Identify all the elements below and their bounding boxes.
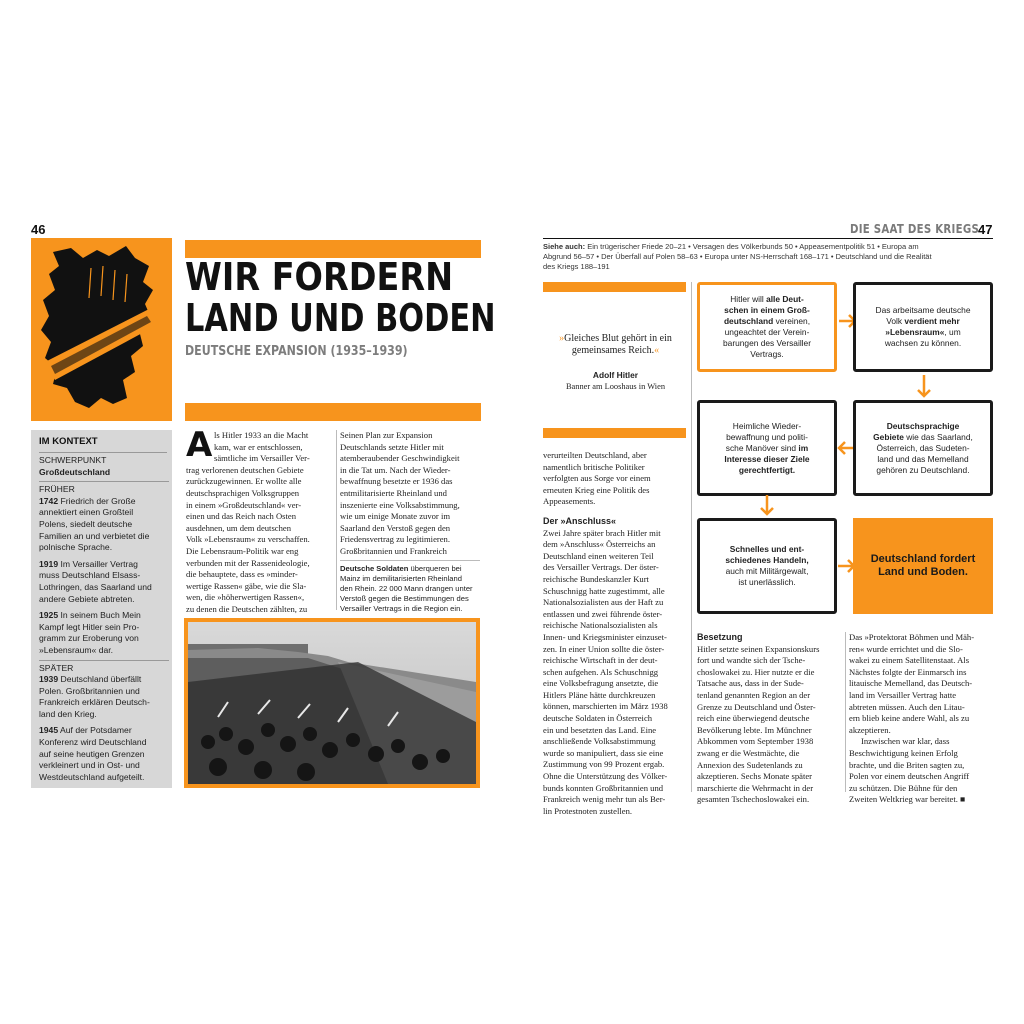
quote-source: Banner am Looshaus in Wien xyxy=(565,382,666,391)
context-entry: 1945 Auf der Potsdamer Konferenz wird Deutschland auf seine heutigen Grenzen verkleinert und in Ost- und Westdeutschland aufgeteilt. xyxy=(39,725,147,782)
photo-soldiers-bridge xyxy=(184,618,480,788)
context-entry: 1919 Im Versailler Vertrag muss Deutschland Elsass- Lothringen, das Saarland und andere Gebiete abtreten. xyxy=(39,558,152,604)
body-column-2: Seinen Plan zur Expansion Deutschlands setzte Hitler mit atemberaubender Geschwindigkeit in die Tat um. Nach der Wieder- bewaffnung besetzte er 1936 das entmilitarisierte Rheinland und inszenierte eine Volksabstimmung, wie um einige Monate zuvor im Saarland den Verstoß gegen den Friedensvertrag zu legitimieren. Großbritannien und Frankreich xyxy=(340,430,460,556)
column-rule-right xyxy=(691,282,692,792)
drop-cap: A xyxy=(186,425,213,465)
caption-rule xyxy=(340,560,480,561)
see-also-rule xyxy=(543,238,993,239)
context-entry: 1742 Friedrich der Große annektiert einen Großteil Polens, siedelt deutsche Familien an und verbietet die polnische Sprache. xyxy=(39,495,150,553)
body-column-1: ls Hitler 1933 an die Macht kam, war er entschlossen, sämtliche im Versailler Ver- trag verlorenen deutschen Gebiete zurückzugewinnen. Er wollte alle deutschsprachigen Volksgruppen in einem »Großdeutschland« ver- einen und das Reich nach Osten ausdehnen, um dem deutschen Volk »Lebensraum« zu verschaffen. Die Lebensraum-Politik war eng verbunden mit der Rassenideologie, die behauptete, dass es »minder- wertige Rassen« gäbe, wie die Sla- wen, die »höherwertigen Rassen«, zu denen die Deutschen zählten, zu xyxy=(186,430,310,614)
arrow-down-icon xyxy=(915,374,933,400)
body-column-6: Das »Protektorat Böhmen und Mäh- ren« wurde errichtet und die Slo- wakei zu einem Satellitenstaat. Als Nächstes folgte der Einmarsch ins litauische Memelland, das Deutsch- land im Versailler Vertrag hatte abtreten müssen. Auch den Litau- ern blieb keine andere Wahl, als zu akzeptieren. Inzwischen war klar, dass Beschwichtigung keinen Erfolg brachte, und die Briten sagten zu, Polen vor einem deutschen Angriff zu schützen. Die Bühne für den Zweiten Weltkrieg war bereitet. ■ xyxy=(849,632,975,805)
opener-image xyxy=(31,238,172,421)
context-title: IM KONTEXT xyxy=(39,436,98,447)
quote-bar-bottom xyxy=(543,428,686,438)
quote-author: Adolf Hitler xyxy=(592,370,639,380)
flow-box-6: Deutschland fordert Land und Boden. xyxy=(853,518,993,614)
quote-bar-top xyxy=(543,282,686,292)
quote-open-icon: » xyxy=(559,333,565,344)
flow-box-1: Hitler will alle Deut- schen in einem Groß- deutschland vereinen, ungeachtet der Verein- barungen des Versailler Vertrags. xyxy=(697,282,837,372)
see-also: Siehe auch: Ein trügerischer Friede 20–21 • Versagen des Völkerbunds 50 • Appeasementpolitik 51 • Europa am Abgrund 56–57 • Der Überfall auf Polen 58–63 • Europa unter NS-Herrschaft 168–171 • Deutschland und die Realität des Kriegs 188–191 xyxy=(543,242,932,271)
context-box xyxy=(31,430,172,788)
flow-box-4: Deutschsprachige Gebiete wie das Saarland, Österreich, das Sudeten- land und das Memelland gehören zu Deutschland. xyxy=(853,400,993,496)
arrow-down-icon xyxy=(758,494,776,518)
besetzung-heading: Besetzung xyxy=(697,632,743,642)
context-entry: 1939 Deutschland überfällt Polen. Großbritannien und Frankreich erklären Deutsch- land den Krieg. xyxy=(39,674,150,719)
context-after-label: SPÄTER xyxy=(39,662,74,673)
subtitle: DEUTSCHE EXPANSION (1935–1939) xyxy=(185,344,408,359)
headline-line-1: WIR FORDERN xyxy=(185,255,454,299)
pull-quote: »Gleiches Blut gehört in ein gemeinsames Reich.« Adolf Hitler Banner am Looshaus in Wien xyxy=(548,333,683,393)
title-bar-bottom xyxy=(185,403,481,421)
body-column-5: Besetzung Hitler setzte seinen Expansionskurs fort und wandte sich der Tsche- choslowakei zu. Hier nutzte er die Tatsache aus, dass in der Sude- tenland genannten Region an der Grenze zu Deutschland und Öster- reich eine überwiegend deutsche Bevölkerung lebte. Im Münchner Abkommen vom September 1938 zwang er die Westmächte, die Annexion des Sudetenlands zu akzeptieren. Sechs Monate später marschierte die Wehrmacht in der gesamten Tschechoslowakei ein. xyxy=(697,632,843,806)
context-entry: 1925 In seinem Buch Mein Kampf legt Hitler sein Pro- gramm zur Eroberung von »Lebensraum« dar. xyxy=(39,610,141,655)
column-rule xyxy=(336,430,337,610)
page-number-right: 47 xyxy=(978,222,993,237)
context-focus-label: SCHWERPUNKT xyxy=(39,455,107,465)
flow-box-5: Schnelles und ent- schiedenes Handeln, auch mit Militärgewalt, ist unerlässlich. xyxy=(697,518,837,614)
anschluss-heading: Der »Anschluss« xyxy=(543,515,617,526)
headline-line-2: LAND UND BODEN xyxy=(185,296,496,340)
photo-caption: Deutsche Soldaten überqueren bei Mainz im demilitarisierten Rheinland den Rhein. 22 000 Mann drangen unter Verstoß gegen die Bestimmungen des Versailler Vertrags in die Region ein. xyxy=(340,564,473,613)
page-number-left: 46 xyxy=(31,222,46,237)
running-head: DIE SAAT DES KRIEGS xyxy=(850,222,980,236)
germany-map-fist-icon xyxy=(31,238,172,421)
body-column-3: verurteilten Deutschland, aber namentlich britische Politiker verfolgten aus Sorge vor einem erneuten Krieg eine Politik des Appeasements. Der »Anschluss« Zwei Jahre später brach Hitler mit dem »Anschluss« Österreichs an Deutschland einen weiteren Teil des Versailler Vertrags. Der öster- reichische Bundeskanzler Kurt Schuschnigg hatte zugestimmt, alle Nationalsozialisten aus der Haft zu entlassen und zwei führende öster- reichische Nationalsozialisten als Innen- und Kriegsminister einzuset- zen. In einer Union sollte die öster- reichische Wirtschaft in der deut- schen aufgehen. Als Schuschnigg eine Volksbefragung ansetzte, die Hitlers Pläne hätte durchkreuzen können, marschierten im März 1938 deutsche Soldaten in Österreich ein und besetzten das Land. Eine anschließende Volksabstimmung wurde so manipuliert, dass sie eine Zustimmung von 99 Prozent ergab. Ohne die Unterstützung des Völker- bunds konnten Großbritannien und Frankreich wenig mehr tun als Ber- lin Protestnoten zustellen. xyxy=(543,450,688,817)
context-before-label: FRÜHER xyxy=(39,484,75,495)
context-focus: Großdeutschland xyxy=(39,466,111,477)
flow-box-3: Heimliche Wieder- bewaffnung und politi- sche Manöver sind im Interesse dieser Ziele gerechtfertigt. xyxy=(697,400,837,496)
flow-box-2: Das arbeitsame deutsche Volk verdient mehr »Lebensraum«, um wachsen zu können. xyxy=(853,282,993,372)
quote-close-icon: « xyxy=(654,345,660,356)
column-rule-right-2 xyxy=(845,632,846,792)
